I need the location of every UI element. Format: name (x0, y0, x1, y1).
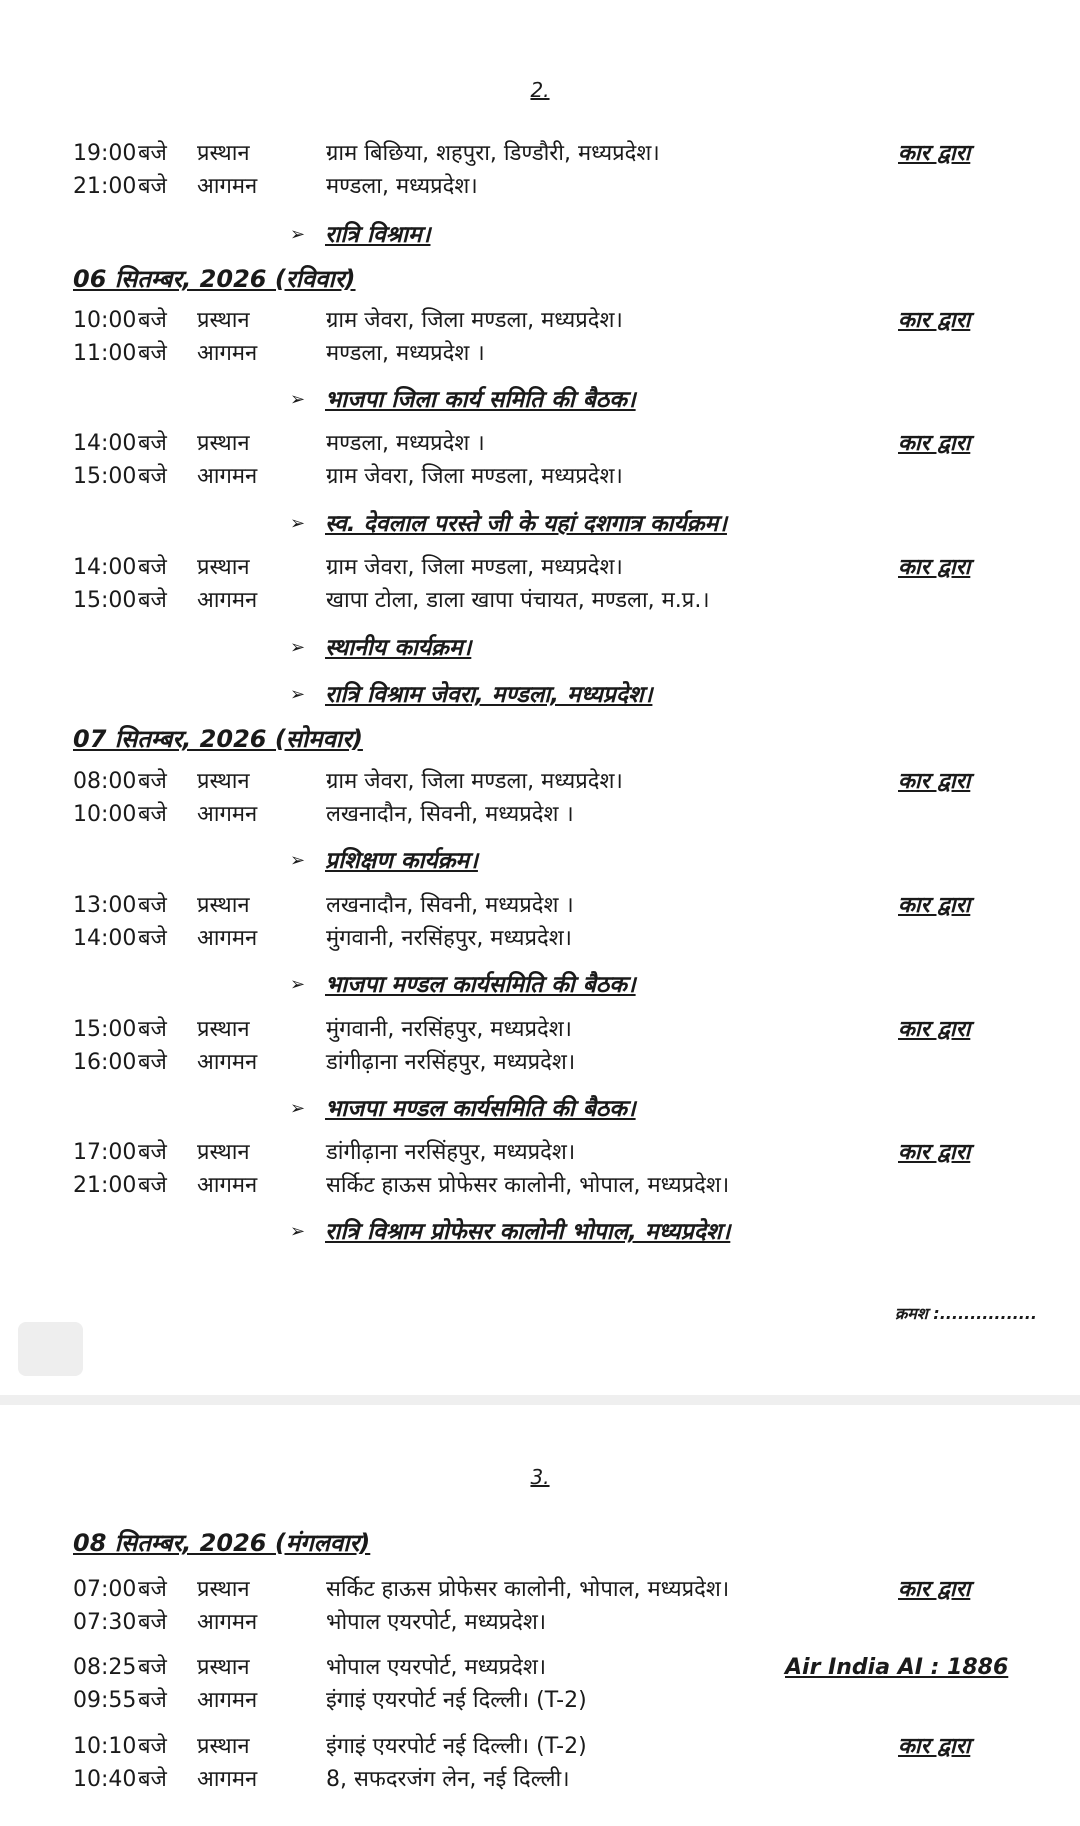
schedule-row (0, 305, 1080, 337)
baje-label: बजे (138, 926, 167, 951)
time: 11:00 (73, 341, 137, 366)
action: प्रस्थान (197, 308, 250, 333)
baje-label: बजे (138, 802, 167, 827)
time: 10:00 (73, 308, 137, 333)
time: 17:00 (73, 1140, 137, 1165)
schedule-row (0, 461, 1080, 493)
time: 19:00 (73, 141, 137, 166)
schedule-row (0, 1731, 1080, 1763)
place: मुंगवानी, नरसिंहपुर, मध्यप्रदेश। (326, 926, 572, 951)
page-number: 2. (530, 78, 550, 102)
place: सर्किट हाऊस प्रोफेसर कालोनी, भोपाल, मध्यप्रदेश। (326, 1173, 730, 1198)
action: आगमन (197, 802, 258, 827)
time: 16:00 (73, 1050, 137, 1075)
arrowhead-bullet-icon: ➢ (290, 850, 306, 871)
page-number: 3. (530, 1465, 550, 1489)
place: इंगाइं एयरपोर्ट नई दिल्ली। (T-2) (326, 1688, 587, 1713)
time: 15:00 (73, 588, 137, 613)
baje-label: बजे (138, 1050, 167, 1075)
place: ग्राम जेवरा, जिला मण्डला, मध्यप्रदेश। (326, 555, 623, 580)
time: 14:00 (73, 431, 137, 456)
action: आगमन (197, 1688, 258, 1713)
place: इंगाइं एयरपोर्ट नई दिल्ली। (T-2) (326, 1734, 587, 1759)
bullet-text: रात्रि विश्राम। (325, 222, 431, 248)
continued-note: क्रमश :................ (895, 1304, 1037, 1323)
time: 14:00 (73, 926, 137, 951)
arrowhead-bullet-icon: ➢ (290, 1098, 306, 1119)
travel-mode: कार द्वारा (898, 769, 971, 794)
date-heading: 06 सितम्बर, 2026 (रविवार) (73, 265, 356, 293)
time: 15:00 (73, 464, 137, 489)
baje-label: बजे (138, 464, 167, 489)
place: लखनादौन, सिवनी, मध्यप्रदेश । (326, 802, 574, 827)
action: आगमन (197, 926, 258, 951)
place: डांगीढ़ाना नरसिंहपुर, मध्यप्रदेश। (326, 1050, 576, 1075)
action: प्रस्थान (197, 769, 250, 794)
baje-label: बजे (138, 1577, 167, 1602)
baje-label: बजे (138, 308, 167, 333)
baje-label: बजे (138, 555, 167, 580)
place: डांगीढ़ाना नरसिंहपुर, मध्यप्रदेश। (326, 1140, 576, 1165)
time: 10:40 (73, 1767, 137, 1792)
arrowhead-bullet-icon: ➢ (290, 513, 306, 534)
baje-label: बजे (138, 1767, 167, 1792)
travel-mode: कार द्वारा (898, 1734, 971, 1759)
arrowhead-bullet-icon: ➢ (290, 1221, 306, 1242)
baje-label: बजे (138, 1734, 167, 1759)
place: लखनादौन, सिवनी, मध्यप्रदेश । (326, 893, 574, 918)
time: 09:55 (73, 1688, 137, 1713)
travel-mode: कार द्वारा (898, 893, 971, 918)
action: प्रस्थान (197, 555, 250, 580)
schedule-row (0, 171, 1080, 203)
place: ग्राम जेवरा, जिला मण्डला, मध्यप्रदेश। (326, 308, 623, 333)
bullet-text: स्व. देवलाल परस्ते जी के यहां दशगात्र कार्यक्रम। (325, 511, 727, 537)
action: आगमन (197, 341, 258, 366)
schedule-row (0, 552, 1080, 584)
action: प्रस्थान (197, 141, 250, 166)
arrowhead-bullet-icon: ➢ (290, 684, 306, 705)
travel-mode: कार द्वारा (898, 308, 971, 333)
place: 8, सफदरजंग लेन, नई दिल्ली। (326, 1767, 570, 1792)
scroll-to-top-button[interactable] (18, 1322, 83, 1376)
schedule-row (0, 138, 1080, 170)
place: ग्राम जेवरा, जिला मण्डला, मध्यप्रदेश। (326, 769, 623, 794)
action: प्रस्थान (197, 1577, 250, 1602)
schedule-row (0, 1607, 1080, 1639)
time: 10:00 (73, 802, 137, 827)
arrowhead-bullet-icon: ➢ (290, 224, 306, 245)
time: 21:00 (73, 1173, 137, 1198)
baje-label: बजे (138, 1140, 167, 1165)
schedule-row (0, 1014, 1080, 1046)
place: ग्राम बिछिया, शहपुरा, डिण्डौरी, मध्यप्रदेश। (326, 141, 660, 166)
time: 07:30 (73, 1610, 137, 1635)
bullet-text: स्थानीय कार्यक्रम। (325, 635, 472, 661)
schedule-row (0, 799, 1080, 831)
bullet-text: रात्रि विश्राम जेवरा, मण्डला, मध्यप्रदेश। (325, 682, 653, 708)
action: आगमन (197, 174, 258, 199)
date-heading: 07 सितम्बर, 2026 (सोमवार) (73, 725, 363, 753)
schedule-row (0, 1047, 1080, 1079)
time: 08:25 (73, 1655, 137, 1680)
time: 08:00 (73, 769, 137, 794)
baje-label: बजे (138, 341, 167, 366)
page-separator (0, 1395, 1080, 1405)
action: आगमन (197, 1050, 258, 1075)
time: 14:00 (73, 555, 137, 580)
schedule-row (0, 1685, 1080, 1717)
arrowhead-bullet-icon: ➢ (290, 974, 306, 995)
travel-mode: कार द्वारा (898, 555, 971, 580)
baje-label: बजे (138, 1655, 167, 1680)
bullet-text: भाजपा जिला कार्य समिति की बैठक। (325, 387, 636, 413)
bullet-text: भाजपा मण्डल कार्यसमिति की बैठक। (325, 972, 636, 998)
bullet-text: प्रशिक्षण कार्यक्रम। (325, 848, 478, 874)
baje-label: बजे (138, 431, 167, 456)
baje-label: बजे (138, 588, 167, 613)
travel-mode: कार द्वारा (898, 141, 971, 166)
date-heading: 08 सितम्बर, 2026 (मंगलवार) (73, 1529, 371, 1557)
place: ग्राम जेवरा, जिला मण्डला, मध्यप्रदेश। (326, 464, 623, 489)
action: प्रस्थान (197, 893, 250, 918)
arrowhead-bullet-icon: ➢ (290, 389, 306, 410)
place: भोपाल एयरपोर्ट, मध्यप्रदेश। (326, 1655, 547, 1680)
action: प्रस्थान (197, 1655, 250, 1680)
action: प्रस्थान (197, 431, 250, 456)
baje-label: बजे (138, 141, 167, 166)
schedule-row (0, 1574, 1080, 1606)
action: आगमन (197, 464, 258, 489)
bullet-text: भाजपा मण्डल कार्यसमिति की बैठक। (325, 1096, 636, 1122)
schedule-row (0, 1137, 1080, 1169)
arrowhead-bullet-icon: ➢ (290, 637, 306, 658)
baje-label: बजे (138, 893, 167, 918)
document-page-3 (0, 1405, 1080, 1826)
baje-label: बजे (138, 1610, 167, 1635)
schedule-row (0, 428, 1080, 460)
action: प्रस्थान (197, 1734, 250, 1759)
schedule-row (0, 923, 1080, 955)
time: 15:00 (73, 1017, 137, 1042)
schedule-row (0, 1170, 1080, 1202)
place: मुंगवानी, नरसिंहपुर, मध्यप्रदेश। (326, 1017, 572, 1042)
baje-label: बजे (138, 1688, 167, 1713)
time: 21:00 (73, 174, 137, 199)
baje-label: बजे (138, 1173, 167, 1198)
place: खापा टोला, डाला खापा पंचायत, मण्डला, म.प्र.। (326, 588, 710, 613)
travel-mode: कार द्वारा (898, 1577, 971, 1602)
action: आगमन (197, 588, 258, 613)
place: मण्डला, मध्यप्रदेश । (326, 431, 485, 456)
schedule-row (0, 1764, 1080, 1796)
schedule-row (0, 585, 1080, 617)
travel-mode: कार द्वारा (898, 1140, 971, 1165)
action: आगमन (197, 1610, 258, 1635)
schedule-row (0, 766, 1080, 798)
travel-mode: कार द्वारा (898, 1017, 971, 1042)
baje-label: बजे (138, 1017, 167, 1042)
action: आगमन (197, 1173, 258, 1198)
baje-label: बजे (138, 174, 167, 199)
place: सर्किट हाऊस प्रोफेसर कालोनी, भोपाल, मध्यप्रदेश। (326, 1577, 730, 1602)
schedule-row (0, 338, 1080, 370)
travel-mode: कार द्वारा (898, 431, 971, 456)
baje-label: बजे (138, 769, 167, 794)
place: मण्डला, मध्यप्रदेश। (326, 174, 478, 199)
action: प्रस्थान (197, 1017, 250, 1042)
action: प्रस्थान (197, 1140, 250, 1165)
schedule-row (0, 890, 1080, 922)
flight-number: Air India AI : 1886 (785, 1655, 1009, 1680)
time: 07:00 (73, 1577, 137, 1602)
schedule-row (0, 1652, 1080, 1684)
action: आगमन (197, 1767, 258, 1792)
time: 10:10 (73, 1734, 137, 1759)
place: मण्डला, मध्यप्रदेश । (326, 341, 485, 366)
place: भोपाल एयरपोर्ट, मध्यप्रदेश। (326, 1610, 547, 1635)
bullet-text: रात्रि विश्राम प्रोफेसर कालोनी भोपाल, मध्यप्रदेश। (325, 1219, 731, 1245)
time: 13:00 (73, 893, 137, 918)
